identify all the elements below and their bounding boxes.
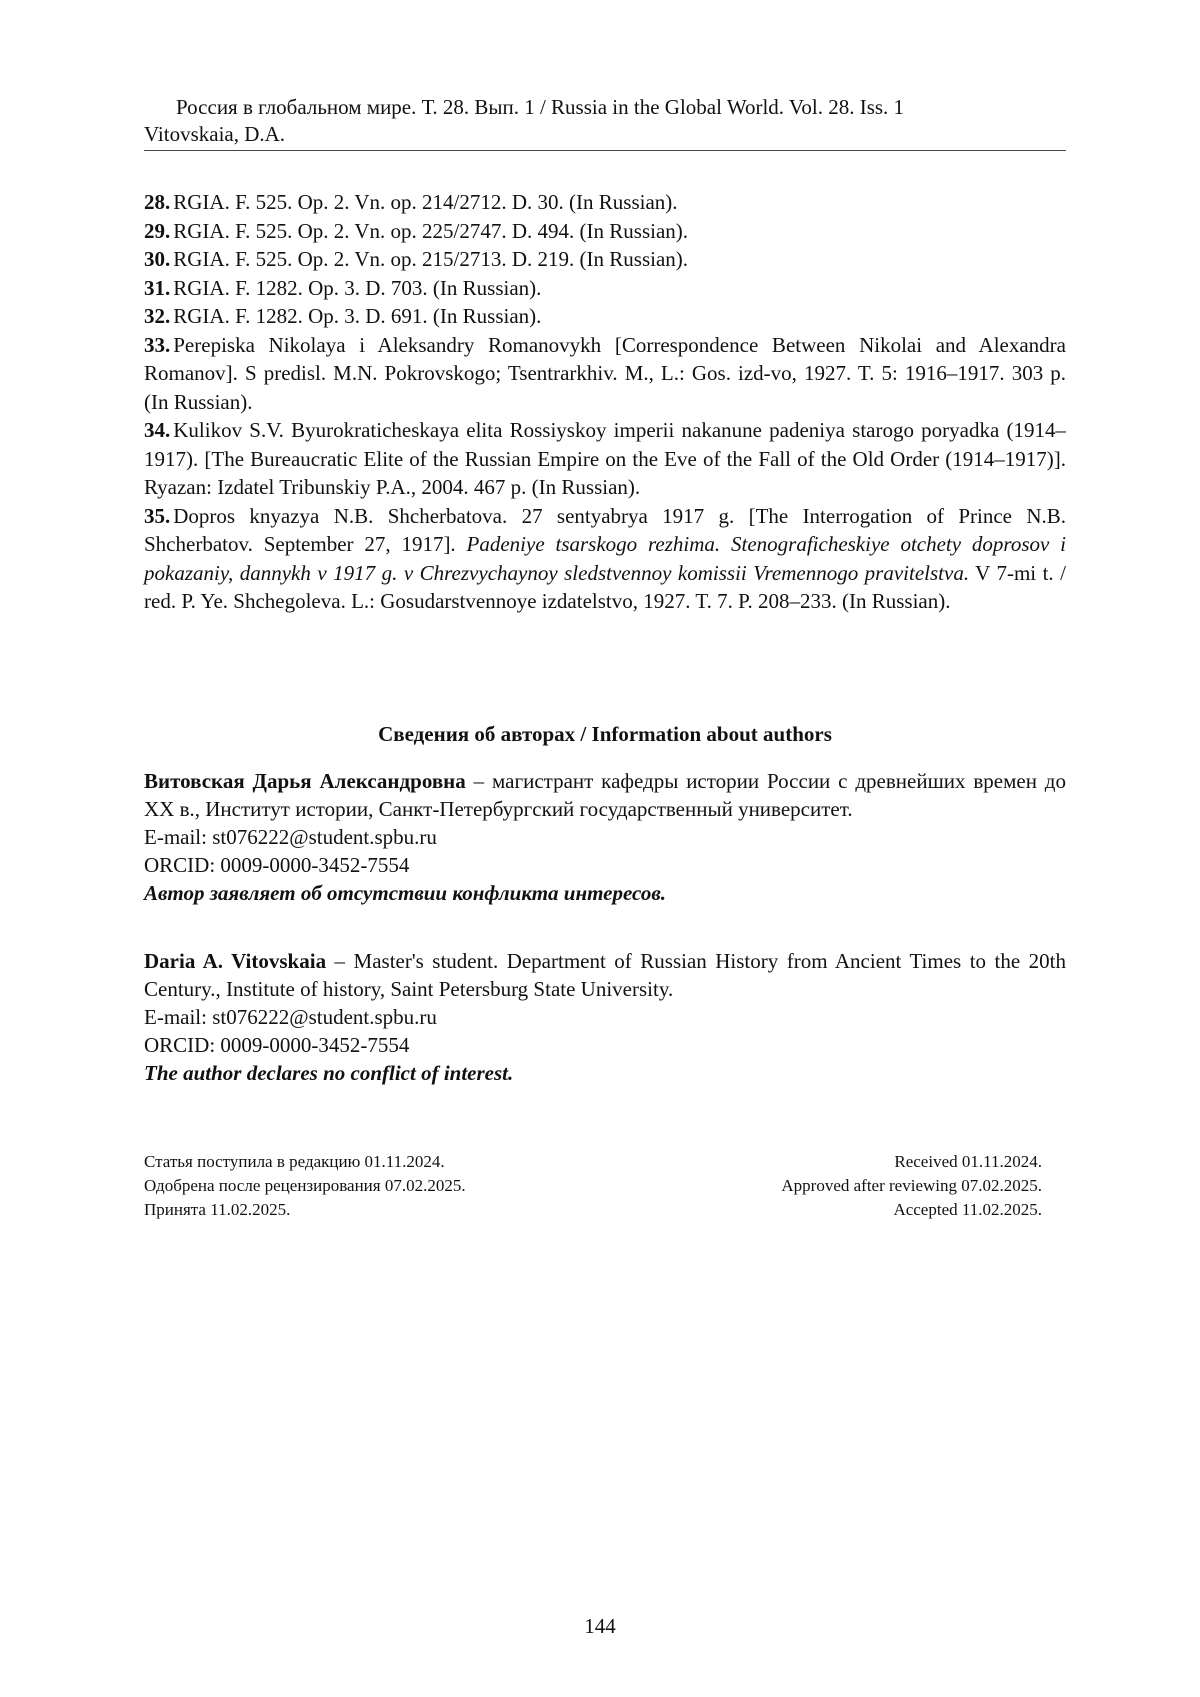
date-received-en: Received 01.11.2024. xyxy=(894,1152,1042,1171)
header-rule xyxy=(144,150,1066,151)
reference-number: 30. xyxy=(144,247,171,271)
author-bio xyxy=(144,767,1066,823)
author-bio xyxy=(144,947,1066,1003)
reference-text: RGIA. F. 525. Op. 2. Vn. op. 225/2747. D. 494. (In Russian). xyxy=(173,218,689,243)
author-description: – магистрант кафедры истории России с древнейших времен до XX в., Институт истории, Санкт-Петербургский государственный университет. xyxy=(144,769,1066,821)
reference-item xyxy=(144,245,1066,274)
author-short-name: Vitovskaia, D.A. xyxy=(144,122,286,146)
reference-number: 29. xyxy=(144,218,171,243)
reference-text: Kulikov S.V. Byurokraticheskaya elita Rossiyskoy imperii nakanune padeniya starogo poryadka (1914–1917). [The Bureaucratic Elite of the Russian Empire on the Eve of the Fall of the Old Order (1914–1917)]. Ryazan: Izdatel Tribunskiy P.A., 2004. 467 p. (In Russian). xyxy=(144,418,1066,499)
author-orcid: ORCID: 0009-0000-3452-7554 xyxy=(144,853,410,877)
reference-number: 31. xyxy=(144,275,171,300)
page-number: 144 xyxy=(584,1614,616,1638)
reference-italic-title: Padeniye tsarskogo rezhima. Stenograficheskiye otchety doprosov i pokazaniy, dannykh v 1917 g. v Chrezvychaynoy sledstvennoy komissii Vremennogo pravitelstva. xyxy=(144,532,1066,585)
reference-text: RGIA. F. 1282. Op. 3. D. 691. (In Russian). xyxy=(173,304,542,328)
reference-text: RGIA. F. 525. Op. 2. Vn. op. 214/2712. D. 30. (In Russian). xyxy=(173,190,678,214)
reference-text: Dopros knyazya N.B. Shcherbatova. 27 sentyabrya 1917 g. [The Interrogation of Prince N.B. Shcherbatov. September 27, 1917]. xyxy=(144,503,1066,556)
conflict-statement: Автор заявляет об отсутствии конфликта интересов. xyxy=(144,881,666,905)
author-info-ru xyxy=(144,767,1066,907)
author-orcid: ORCID: 0009-0000-3452-7554 xyxy=(144,1033,410,1057)
author-email: E-mail: st076222@student.spbu.ru xyxy=(144,1005,437,1029)
author-description: – Master's student. Department of Russian History from Ancient Times to the 20th Century., Institute of history, Saint Petersburg State University. xyxy=(144,949,1066,1001)
reference-item xyxy=(144,188,1066,217)
conflict-statement: The author declares no conflict of interest. xyxy=(144,1061,514,1085)
reference-item xyxy=(144,331,1066,417)
date-row-approved xyxy=(144,1174,1042,1198)
reference-text: Perepiska Nikolaya i Aleksandry Romanovykh [Correspondence Between Nikolai and Alexandra Romanov]. S predisl. M.N. Pokrovskogo; Tsentrarkhiv. M., L.: Gos. izd-vo, 1927. T. 5: 1916–1917. 303 p. (In Russian). xyxy=(144,332,1066,414)
author-name: Daria A. Vitovskaia xyxy=(144,949,327,973)
reference-item xyxy=(144,302,1066,331)
date-row-accepted xyxy=(144,1198,1042,1222)
reference-number: 32. xyxy=(144,304,171,328)
running-header xyxy=(144,94,1066,148)
article-dates xyxy=(144,1150,1042,1222)
reference-number: 33. xyxy=(144,332,171,357)
reference-item xyxy=(144,502,1066,616)
reference-text: RGIA. F. 525. Op. 2. Vn. op. 215/2713. D. 219. (In Russian). xyxy=(173,247,689,271)
date-received-ru: Статья поступила в редакцию 01.11.2024. xyxy=(144,1152,445,1171)
date-accepted-en: Accepted 11.02.2025. xyxy=(893,1200,1042,1219)
author-email: E-mail: st076222@student.spbu.ru xyxy=(144,825,437,849)
reference-item xyxy=(144,416,1066,502)
date-approved-en: Approved after reviewing 07.02.2025. xyxy=(781,1176,1042,1195)
reference-item xyxy=(144,217,1066,246)
journal-title: Россия в глобальном мире. Т. 28. Вып. 1 / Russia in the Global World. Vol. 28. Iss. 1 xyxy=(176,95,905,119)
reference-item xyxy=(144,274,1066,303)
author-info-en xyxy=(144,947,1066,1087)
reference-text-tail: V 7-mi t. / red. P. Ye. Shchegoleva. L.: Gosudarstvennoye izdatelstvo, 1927. T. 7. P. 208–233. (In Russian). xyxy=(144,560,1066,613)
date-accepted-ru: Принята 11.02.2025. xyxy=(144,1200,291,1219)
reference-number: 34. xyxy=(144,418,171,442)
authors-section-title: Сведения об авторах / Information about authors xyxy=(378,722,832,746)
reference-text: RGIA. F. 1282. Op. 3. D. 703. (In Russian). xyxy=(173,275,542,300)
reference-number: 28. xyxy=(144,190,171,214)
date-row-received xyxy=(144,1150,1042,1174)
reference-list xyxy=(144,188,1066,616)
date-approved-ru: Одобрена после рецензирования 07.02.2025. xyxy=(144,1176,466,1195)
reference-number: 35. xyxy=(144,503,171,528)
author-name: Витовская Дарья Александровна xyxy=(144,769,466,793)
